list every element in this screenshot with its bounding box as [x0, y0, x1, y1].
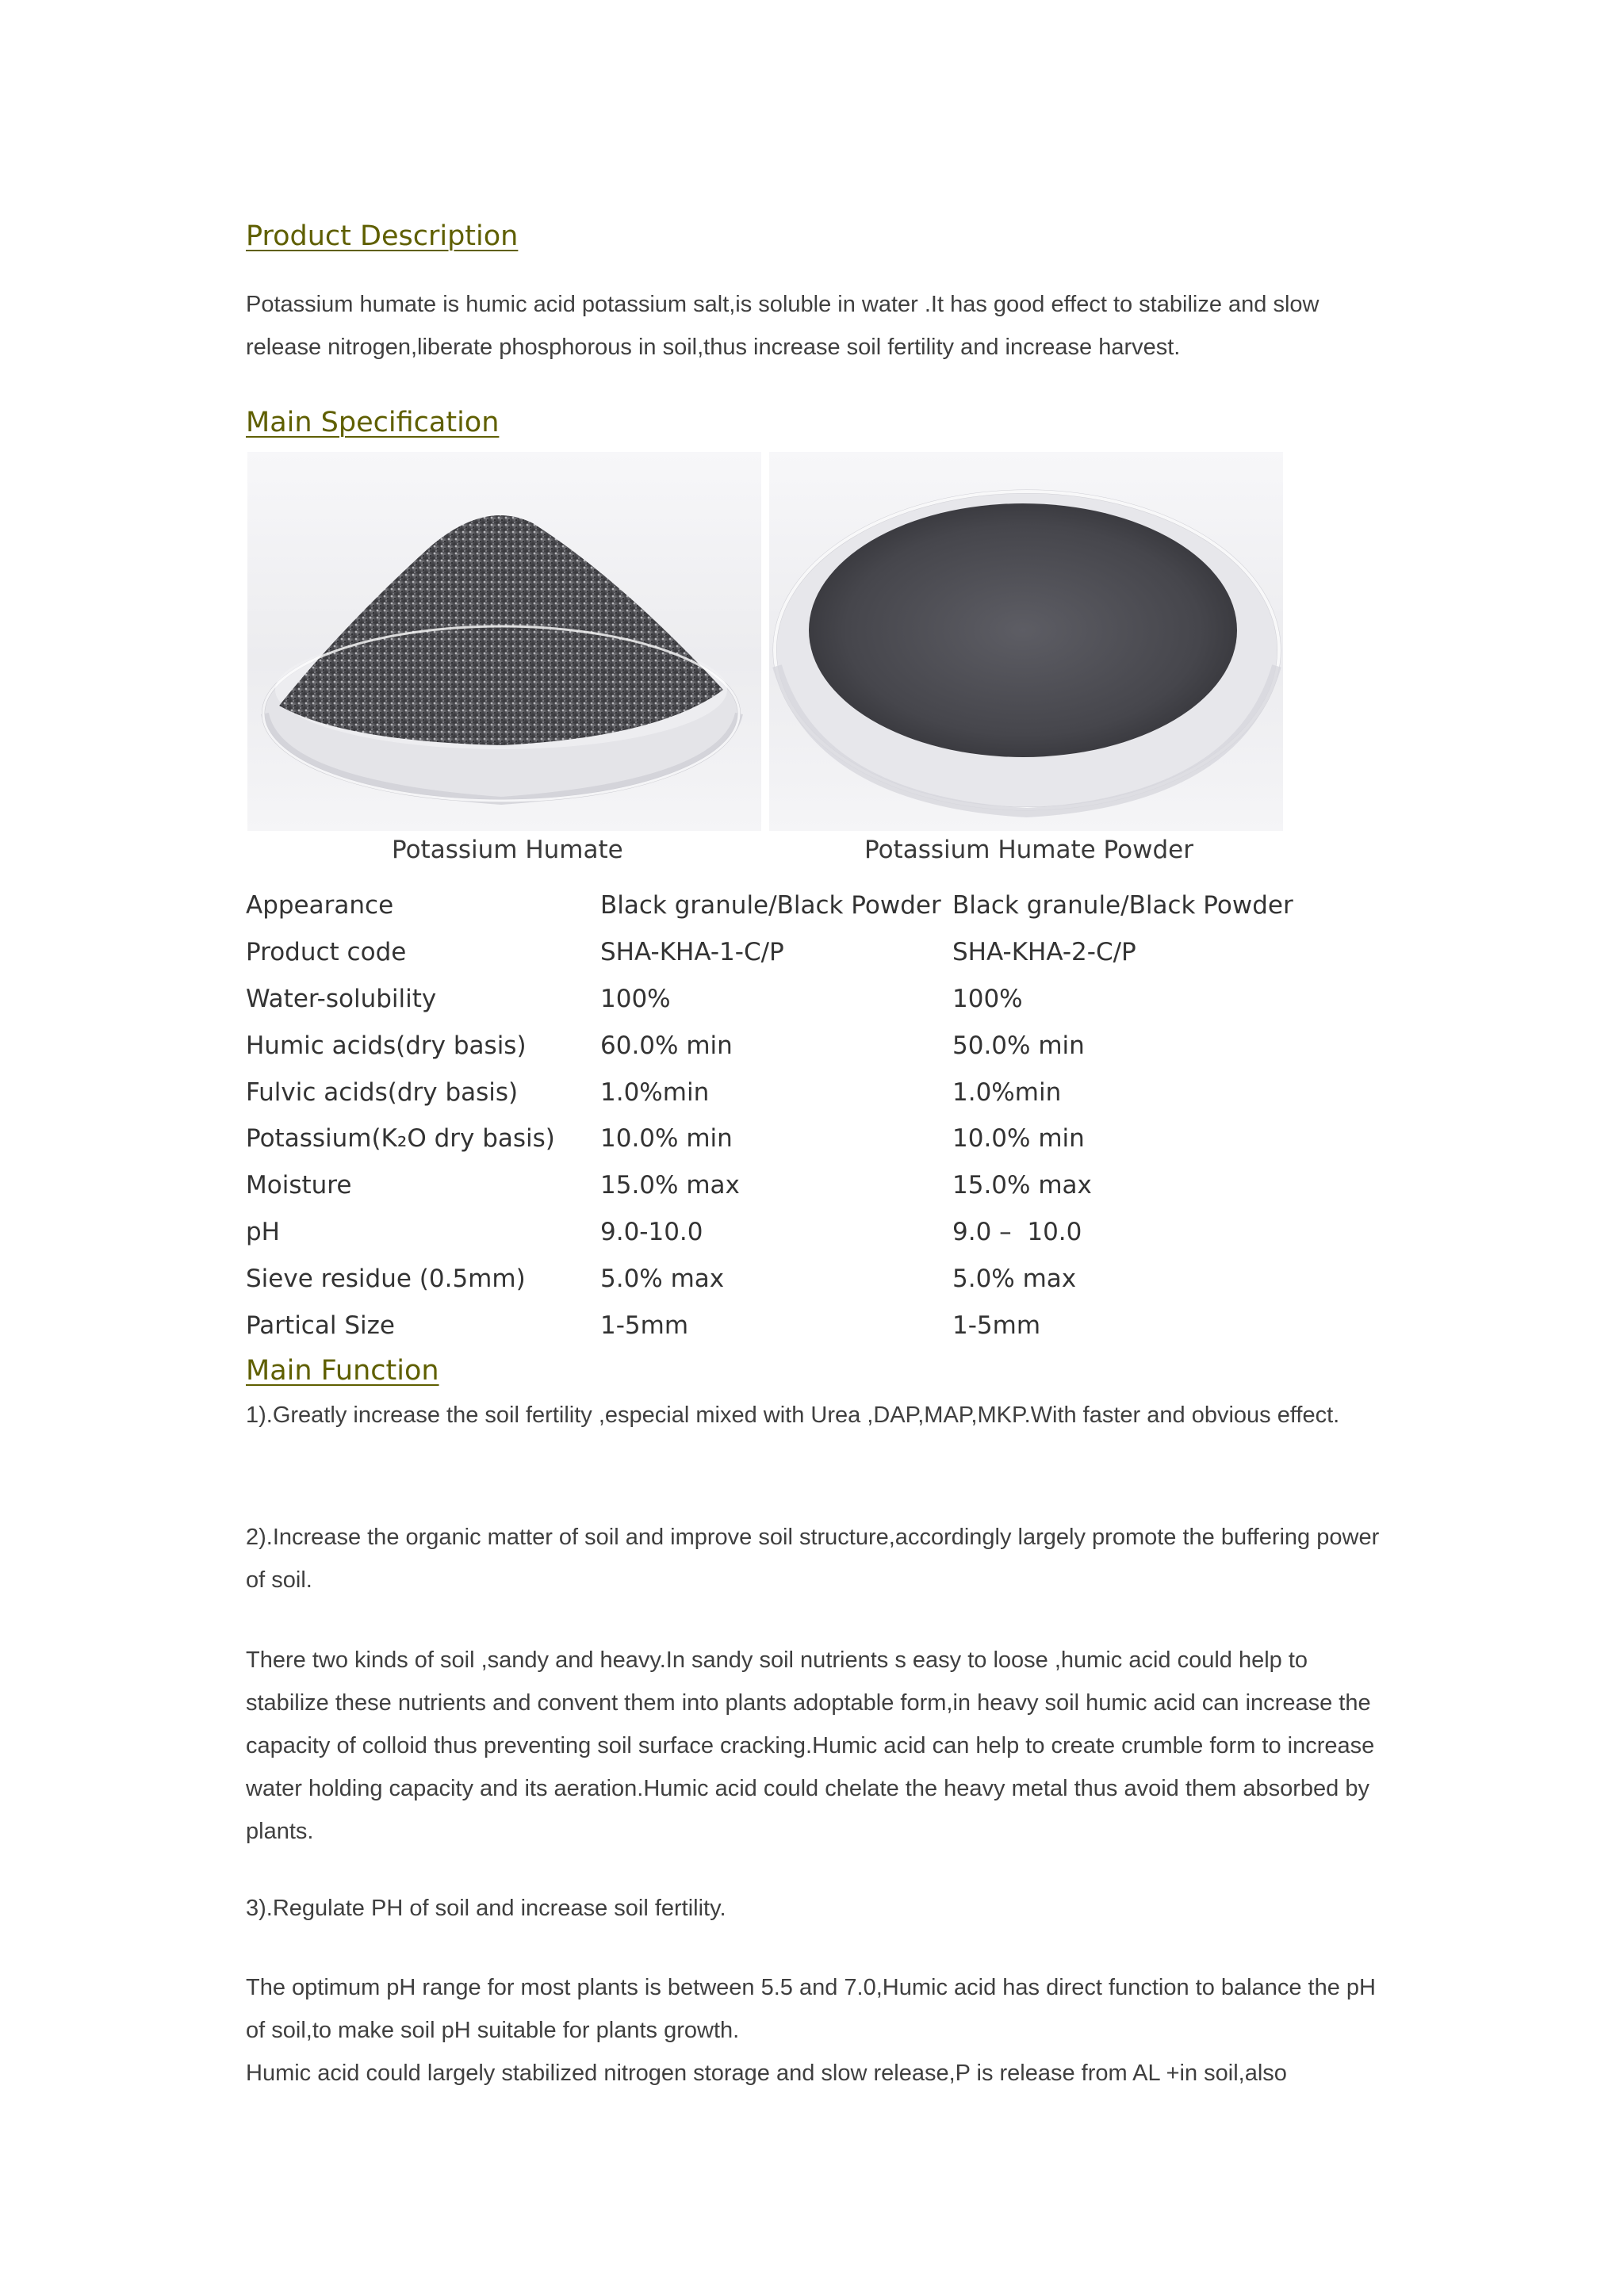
table-row [246, 1213, 1380, 1260]
spec-value-powder: 10.0% min [952, 1124, 1085, 1154]
main-function-heading: Main Function [246, 1355, 439, 1387]
spec-value-granule: 1.0%min [600, 1077, 710, 1107]
function-paragraph-4: 3).Regulate PH of soil and increase soil fertility. [246, 1896, 726, 1921]
spec-value-granule: 9.0-10.0 [600, 1218, 703, 1247]
spec-value-powder: 1-5mm [952, 1311, 1041, 1341]
function-paragraph-1: 1).Greatly increase the soil fertility ,especial mixed with Urea ,DAP,MAP,MKP.With faster and obvious effect. [246, 1402, 1340, 1428]
table-row [246, 1307, 1380, 1353]
spec-label: Humic acids(dry basis) [246, 1031, 527, 1060]
table-row [246, 1073, 1380, 1120]
spec-value-granule: 1-5mm [600, 1311, 689, 1341]
spec-value-granule: Black granule/Black Powder [600, 891, 941, 920]
table-row [246, 1260, 1380, 1307]
spec-label: Fulvic acids(dry basis) [246, 1077, 519, 1107]
function-paragraph-2: 2).Increase the organic matter of soil and improve soil structure,accordingly largely promote the buffering power of soil. [246, 1525, 1380, 1593]
spec-value-granule: 5.0% max [600, 1265, 725, 1294]
function-paragraph-6: Humic acid could largely stabilized nitrogen storage and slow release,P is release from AL +in soil,also [246, 2061, 1287, 2086]
spec-value-powder: SHA-KHA-2-C/P [952, 937, 1136, 966]
product-description-heading: Product Description [246, 220, 519, 252]
table-row [246, 886, 1380, 933]
spec-value-granule: 15.0% max [600, 1171, 740, 1200]
spec-value-granule: 100% [600, 984, 671, 1013]
spec-label: Potassium(K₂O dry basis) [246, 1124, 555, 1154]
spec-label: Water-solubility [246, 984, 437, 1013]
spec-value-granule: SHA-KHA-1-C/P [600, 937, 784, 966]
spec-value-powder: 50.0% min [952, 1031, 1085, 1060]
table-row [246, 933, 1380, 980]
spec-value-powder: 9.0 – 10.0 [952, 1218, 1082, 1247]
spec-label: Appearance [246, 891, 394, 920]
spec-value-powder: Black granule/Black Powder [952, 891, 1293, 920]
spec-value-granule: 60.0% min [600, 1031, 733, 1060]
function-paragraph-3: There two kinds of soil ,sandy and heavy.In sandy soil nutrients s easy to loose ,humic acid could help to stabilize these nutrients and convent them into plants adoptable form,in heavy soil humic acid can increase the capacity of colloid thus preventing soil surface cracking.Humic acid can help to create crumble form to increase water holding capacity and its aeration.Humic acid could chelate the heavy metal thus avoid them absorbed by plants. [246, 1647, 1375, 1844]
table-row [246, 980, 1380, 1027]
potassium-humate-granule-photo [247, 452, 761, 831]
spec-label: pH [246, 1218, 280, 1247]
spec-value-powder: 1.0%min [952, 1077, 1062, 1107]
spec-value-powder: 5.0% max [952, 1265, 1077, 1294]
specification-table [246, 886, 1380, 1353]
caption-potassium-humate: Potassium Humate [392, 836, 623, 864]
spec-value-powder: 15.0% max [952, 1171, 1092, 1200]
caption-potassium-humate-powder: Potassium Humate Powder [864, 836, 1193, 864]
spec-label: Moisture [246, 1171, 352, 1200]
table-row [246, 1166, 1380, 1213]
function-paragraph-5: The optimum pH range for most plants is between 5.5 and 7.0,Humic acid has direct function to balance the pH of soil,to make soil pH suitable for plants growth. [246, 1975, 1376, 2043]
table-row [246, 1119, 1380, 1166]
product-description-text: Potassium humate is humic acid potassium salt,is soluble in water .It has good effect to stabilize and slow release nitrogen,liberate phosphorous in soil,thus increase soil fertility and increase harvest. [246, 292, 1320, 360]
table-row [246, 1027, 1380, 1073]
spec-label: Product code [246, 937, 407, 966]
potassium-humate-powder-photo [769, 452, 1283, 831]
spec-label: Partical Size [246, 1311, 395, 1341]
spec-label: Sieve residue (0.5mm) [246, 1265, 526, 1294]
main-specification-heading: Main Specification [246, 407, 500, 438]
spec-value-powder: 100% [952, 984, 1023, 1013]
spec-value-granule: 10.0% min [600, 1124, 733, 1154]
